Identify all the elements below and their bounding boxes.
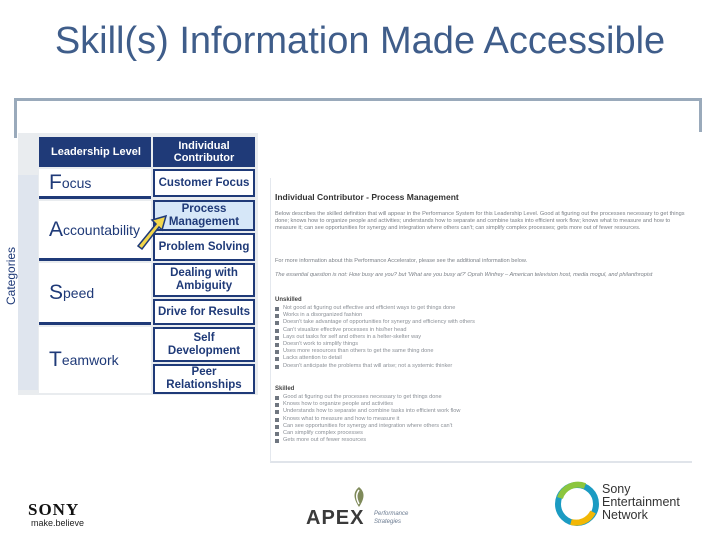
slide-title: Skill(s) Information Made Accessible <box>54 20 666 62</box>
apex-logo: APEX <box>306 507 365 529</box>
list-item: Knows how to organize people and activities <box>275 401 685 408</box>
row-focus <box>39 169 151 199</box>
title-frame-line <box>14 98 702 132</box>
skilled-list <box>275 394 685 444</box>
document-quote: The essential question is not: How busy are you? but 'What are you busy at?' Oprah Winfrey – American television host, media mogul, and philanthropist <box>275 272 653 278</box>
list-item: Lays out tasks for self and others in a helter-skelter way <box>275 334 685 341</box>
cell-customer-focus[interactable]: Customer Focus <box>153 169 255 197</box>
row-initial: S <box>49 280 64 304</box>
categories-label: Categories <box>4 246 18 305</box>
list-item: Doesn't work to simplify things <box>275 341 685 348</box>
pointer-arrow-icon <box>134 212 170 252</box>
list-item: Doesn't take advantage of opportunities for synergy and efficiency with others <box>275 319 685 326</box>
row-initial: T <box>49 348 62 371</box>
cell-self-development[interactable]: Self Development <box>153 327 255 362</box>
header-leadership-level: Leadership Level <box>39 137 151 167</box>
sen-line-2: Entertainment <box>602 495 680 509</box>
list-item: Uses more resources than others to get the same thing done <box>275 348 685 355</box>
header-individual-contributor: Individual Contributor <box>153 137 255 167</box>
list-item: Good at figuring out the processes necessary to get things done <box>275 394 685 401</box>
list-item: Lacks attention to detail <box>275 355 685 362</box>
apex-subtitle: Performance Strategies <box>374 511 409 525</box>
list-item: Can't visualize effective processes in his/her head <box>275 327 685 334</box>
document-title: Individual Contributor - Process Management <box>275 192 459 202</box>
cell-process-management[interactable]: Process Management <box>153 200 255 231</box>
skill-detail-document <box>270 178 692 463</box>
list-item: Knows what to measure and how to measure it <box>275 416 685 423</box>
unskilled-list <box>275 305 685 370</box>
cell-drive-for-results[interactable]: Drive for Results <box>153 299 255 325</box>
list-item: Gets more out of fewer resources <box>275 437 685 444</box>
unskilled-heading: Unskilled <box>275 297 302 303</box>
cell-peer-relationships[interactable]: Peer Relationships <box>153 364 255 394</box>
list-item: Works in a disorganized fashion <box>275 312 685 319</box>
row-label: ocus <box>61 174 92 191</box>
sony-tagline: make.believe <box>31 518 85 528</box>
sen-line-1: Sony <box>602 482 631 496</box>
document-intro: Below describes the skilled definition that will appear in the Performance System for this Leadership Level. Good at figuring out the processes necessary to get things done; knows how to organize people and activities; understands how to separate and combine tasks into efficient work flow; knows what to measure and how to measure it; can see opportunities for synergy and integration where others can't; can simplify complex processes; gets more out of fewer resources. <box>275 211 685 231</box>
cell-problem-solving[interactable]: Problem Solving <box>153 233 255 261</box>
sen-logo-text <box>602 483 680 522</box>
list-item: Can see opportunities for synergy and integration where others can't <box>275 423 685 430</box>
row-label: eamwork <box>61 352 119 368</box>
document-more-info: For more information about this Performance Accelerator, please see the additional information below. <box>275 258 528 264</box>
row-label: peed <box>63 284 95 301</box>
sen-line-3: Network <box>602 508 648 522</box>
row-label: ccountability <box>63 221 141 238</box>
left-frame-line <box>14 98 17 138</box>
cell-dealing-with-ambiguity[interactable]: Dealing with Ambiguity <box>153 263 255 297</box>
row-initial: A <box>49 217 64 241</box>
list-item: Doesn't anticipate the problems that will arise; not a systemic thinker <box>275 363 685 370</box>
sen-swirl-logo-icon <box>555 480 599 528</box>
list-item: Not good at figuring out effective and efficient ways to get things done <box>275 305 685 312</box>
row-speed <box>39 263 151 325</box>
sony-logo: SONY <box>28 500 80 519</box>
list-item: Understands how to separate and combine tasks into efficient work flow <box>275 408 685 415</box>
skilled-heading: Skilled <box>275 386 295 392</box>
apex-mark-icon <box>349 486 369 508</box>
row-initial: F <box>49 170 62 194</box>
categories-bar <box>18 175 38 390</box>
row-teamwork <box>39 327 151 393</box>
list-item: Can simplify complex processes <box>275 430 685 437</box>
